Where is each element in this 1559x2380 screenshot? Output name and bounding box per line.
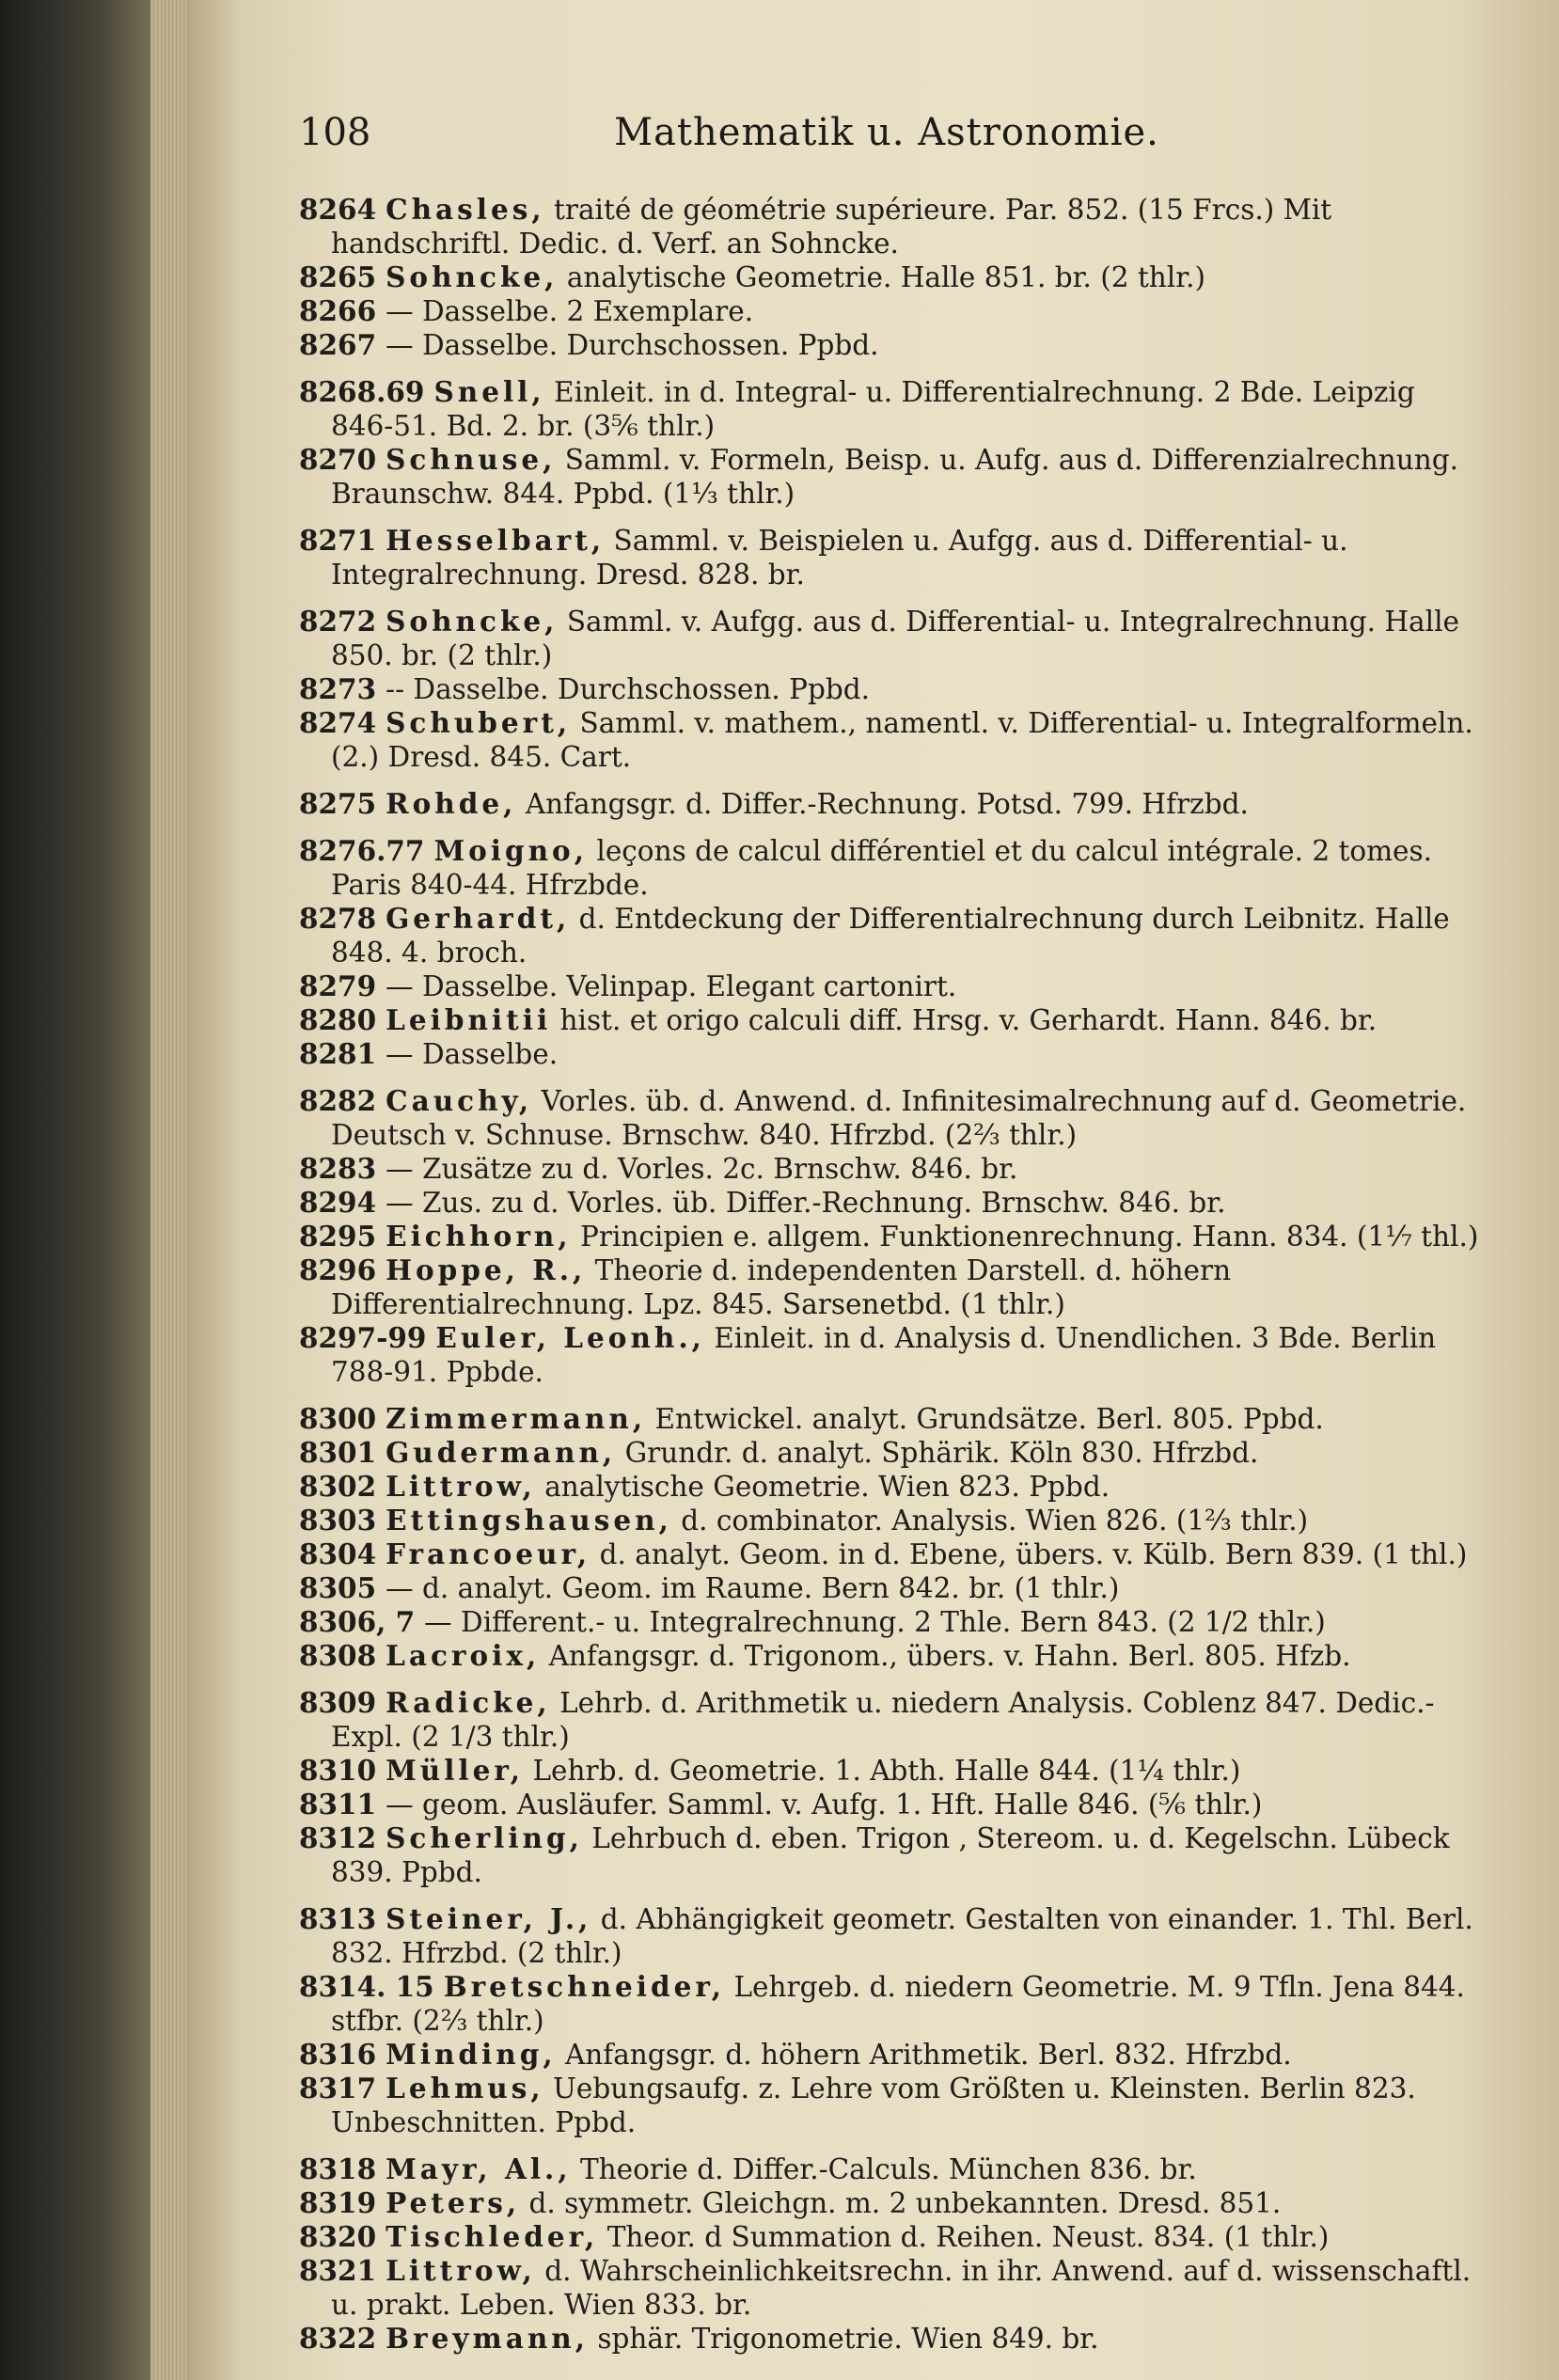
entry-author: Schubert, xyxy=(386,706,572,739)
entry-author: Sohncke, xyxy=(386,260,559,293)
entry-text: Theorie d. Differ.-Calculs. München 836. br. xyxy=(579,2153,1197,2185)
entry-number: 8276.77 xyxy=(299,834,425,867)
entry-text: d. Entdeckung der Differentialrechnung durch Leibnitz. Halle 848. 4. broch. xyxy=(331,903,1450,969)
running-head: Mathematik u. Astronomie. xyxy=(614,111,1159,154)
entry-text: Lehrb. d. Arithmetik u. niedern Analysis. Coblenz 847. Dedic.-Expl. (2 1/3 thlr.) xyxy=(331,1687,1435,1753)
catalog-entry xyxy=(299,1220,1480,1253)
entry-author: Sohncke, xyxy=(386,605,559,638)
entry-text: Theorie d. independenten Darstell. d. höhern Differentialrechnung. Lpz. 845. Sarsenetbd. (1 thlr.) xyxy=(331,1254,1232,1320)
entry-number: 8303 xyxy=(299,1504,377,1537)
entry-number: 8321 xyxy=(299,2254,377,2287)
entry-text: Grundr. d. analyt. Sphärik. Köln 830. Hfrzbd. xyxy=(624,1437,1259,1469)
catalog-entry xyxy=(299,1639,1480,1673)
entry-number: 8268.69 xyxy=(299,375,425,408)
catalog-entry xyxy=(299,328,1480,362)
entry-text: Anfangsgr. d. höhern Arithmetik. Berl. 832. Hfrzbd. xyxy=(565,2039,1292,2071)
entry-number: 8309 xyxy=(299,1686,377,1719)
entry-author: Gerhardt, xyxy=(386,902,571,935)
entry-author: Lacroix, xyxy=(386,1639,541,1672)
entry-number: 8300 xyxy=(299,1402,377,1435)
catalog-entry xyxy=(299,1686,1480,1754)
entry-author: Bretschneider, xyxy=(443,1970,726,2003)
catalog-entry xyxy=(299,1470,1480,1504)
entry-author: Tischleder, xyxy=(386,2220,599,2253)
entry-text: Uebungsaufg. z. Lehre vom Größten u. Kleinsten. Berlin 823. Unbeschnitten. Ppbd. xyxy=(331,2073,1416,2138)
entry-number: 8265 xyxy=(299,260,377,293)
catalog-entry xyxy=(299,294,1480,328)
entry-text: leçons de calcul différentiel et du calcul intégrale. 2 tomes. Paris 840-44. Hfrzbde. xyxy=(331,835,1433,901)
catalog-entry xyxy=(299,902,1480,969)
catalog-entry xyxy=(299,2072,1480,2139)
entry-number: 8302 xyxy=(299,1470,377,1503)
catalog-entry xyxy=(299,2220,1480,2254)
entry-number: 8322 xyxy=(299,2322,377,2355)
entry-number: 8272 xyxy=(299,605,377,638)
entry-author: Leibnitii xyxy=(386,1003,552,1036)
catalog-entry xyxy=(299,1152,1480,1186)
entry-text: — Zusätze zu d. Vorles. 2c. Brnschw. 846. br. xyxy=(386,1153,1018,1185)
entry-author: Littrow, xyxy=(386,2254,536,2287)
catalog-entry xyxy=(299,443,1480,511)
entry-text: d. analyt. Geom. in d. Ebene, übers. v. Külb. Bern 839. (1 thl.) xyxy=(599,1538,1468,1570)
entry-text: Anfangsgr. d. Trigonom., übers. v. Hahn. Berl. 805. Hfzb. xyxy=(548,1640,1351,1672)
entry-number: 8306, 7 xyxy=(299,1605,416,1638)
entry-number: 8294 xyxy=(299,1186,377,1219)
entry-author: Peters, xyxy=(386,2186,521,2219)
entry-author: Hoppe, R., xyxy=(386,1253,587,1286)
entry-text: -- Dasselbe. Durchschossen. Ppbd. xyxy=(386,673,870,705)
catalog-entry xyxy=(299,524,1480,591)
catalog-entry xyxy=(299,2186,1480,2220)
entry-text: Einleit. in d. Analysis d. Unendlichen. 3 Bde. Berlin 788-91. Ppbde. xyxy=(331,1322,1437,1388)
catalog-entry xyxy=(299,2254,1480,2322)
catalog-entry xyxy=(299,2038,1480,2072)
entry-text: Vorles. üb. d. Anwend. d. Infinitesimalrechnung auf d. Geometrie. Deutsch v. Schnuse. Brnschw. 840. Hfrzbd. (2⅔ thlr.) xyxy=(331,1085,1467,1151)
entry-number: 8297-99 xyxy=(299,1321,427,1354)
entry-author: Chasles, xyxy=(386,193,545,226)
entry-number: 8313 xyxy=(299,1902,377,1935)
catalog-entry xyxy=(299,1402,1480,1436)
entry-author: Rohde, xyxy=(386,787,517,820)
catalog-entry xyxy=(299,1084,1480,1152)
entry-number: 8320 xyxy=(299,2220,377,2253)
catalog-entry xyxy=(299,1186,1480,1220)
entry-text: Samml. v. Beispielen u. Aufgg. aus d. Differential- u. Integralrechnung. Dresd. 828. br. xyxy=(331,525,1348,591)
page-header xyxy=(299,111,1474,167)
catalog-entry xyxy=(299,1436,1480,1470)
entry-number: 8319 xyxy=(299,2186,377,2219)
catalog-entry xyxy=(299,1571,1480,1605)
entry-number: 8275 xyxy=(299,787,377,820)
entry-text: d. Abhängigkeit geometr. Gestalten von einander. 1. Thl. Berl. 832. Hfrzbd. (2 thlr.) xyxy=(331,1903,1473,1969)
catalog-entry xyxy=(299,969,1480,1003)
entry-text: — Zus. zu d. Vorles. üb. Differ.-Rechnung. Brnschw. 846. br. xyxy=(386,1187,1226,1219)
entry-text: hist. et origo calculi diff. Hrsg. v. Gerhardt. Hann. 846. br. xyxy=(559,1004,1378,1036)
catalog-entry xyxy=(299,1253,1480,1321)
catalog-entry xyxy=(299,672,1480,706)
entry-author: Cauchy, xyxy=(386,1084,533,1117)
entry-author: Scherling, xyxy=(386,1821,583,1854)
entry-number: 8273 xyxy=(299,672,377,705)
entry-author: Francoeur, xyxy=(386,1537,591,1570)
entry-text: sphär. Trigonometrie. Wien 849. br. xyxy=(597,2323,1099,2355)
entry-number: 8266 xyxy=(299,294,377,327)
entry-text: Lehrb. d. Geometrie. 1. Abth. Halle 844. (1¼ thlr.) xyxy=(532,1755,1241,1787)
catalog-entry xyxy=(299,1902,1480,1970)
catalog-entry xyxy=(299,787,1480,821)
entry-number: 8278 xyxy=(299,902,377,935)
entry-number: 8282 xyxy=(299,1084,377,1117)
entry-author: Littrow, xyxy=(386,1470,536,1503)
entry-author: Hesselbart, xyxy=(386,524,606,557)
entry-text: Lehrgeb. d. niedern Geometrie. M. 9 Tfln. Jena 844. stfbr. (2⅔ thlr.) xyxy=(331,1971,1465,2037)
entry-number: 8281 xyxy=(299,1037,377,1070)
entry-author: Euler, Leonh., xyxy=(435,1321,705,1354)
entry-number: 8304 xyxy=(299,1537,377,1570)
entry-number: 8314. 15 xyxy=(299,1970,434,2003)
catalog-entry xyxy=(299,193,1480,260)
entry-number: 8295 xyxy=(299,1220,377,1253)
entry-author: Gudermann, xyxy=(386,1436,617,1469)
entry-number: 8267 xyxy=(299,328,377,361)
catalog-entry xyxy=(299,1788,1480,1821)
entry-text: — Different.- u. Integralrechnung. 2 Thle. Bern 843. (2 1/2 thlr.) xyxy=(424,1606,1326,1638)
entry-author: Moigno, xyxy=(433,834,588,867)
entry-text: analytische Geometrie. Wien 823. Ppbd. xyxy=(544,1471,1110,1503)
entry-number: 8310 xyxy=(299,1754,377,1787)
catalog-entry xyxy=(299,1003,1480,1037)
entry-number: 8280 xyxy=(299,1003,377,1036)
catalog-entry xyxy=(299,1970,1480,2038)
entry-author: Lehmus, xyxy=(386,2072,544,2104)
entry-text: Anfangsgr. d. Differ.-Rechnung. Potsd. 799. Hfrzbd. xyxy=(525,788,1249,820)
catalog-entry xyxy=(299,2322,1480,2356)
catalog-entry xyxy=(299,375,1480,443)
catalog-entries xyxy=(299,193,1480,2356)
entry-text: Lehrbuch d. eben. Trigon , Stereom. u. d. Kegelschn. Lübeck 839. Ppbd. xyxy=(331,1822,1450,1888)
entry-text: Entwickel. analyt. Grundsätze. Berl. 805. Ppbd. xyxy=(654,1403,1324,1435)
entry-author: Schnuse, xyxy=(386,443,557,476)
catalog-entry xyxy=(299,2152,1480,2186)
entry-number: 8274 xyxy=(299,706,377,739)
catalog-entry xyxy=(299,1537,1480,1571)
entry-author: Mayr, Al., xyxy=(386,2152,572,2185)
entry-text: Theor. d Summation d. Reihen. Neust. 834. (1 thlr.) xyxy=(606,2221,1330,2253)
entry-text: Principien e. allgem. Funktionenrechnung. Hann. 834. (1⅐ thl.) xyxy=(580,1221,1479,1253)
catalog-entry xyxy=(299,605,1480,672)
catalog-entry xyxy=(299,1754,1480,1788)
entry-number: 8296 xyxy=(299,1253,377,1286)
catalog-entry xyxy=(299,1037,1480,1071)
entry-text: Samml. v. Formeln, Beisp. u. Aufg. aus d. Differenzialrechnung. Braunschw. 844. Ppbd. (1⅓ thlr.) xyxy=(331,444,1459,510)
catalog-entry xyxy=(299,1321,1480,1389)
entry-number: 8301 xyxy=(299,1436,377,1469)
entry-author: Eichhorn, xyxy=(386,1220,572,1253)
entry-text: — Dasselbe. Velinpap. Elegant cartonirt. xyxy=(386,970,957,1002)
entry-author: Snell, xyxy=(433,375,545,408)
entry-author: Minding, xyxy=(386,2038,557,2071)
entry-number: 8312 xyxy=(299,1821,377,1854)
entry-number: 8264 xyxy=(299,193,377,226)
entry-text: d. Wahrscheinlichkeitsrechn. in ihr. Anwend. auf d. wissenschaftl. u. prakt. Leben. Wien 833. br. xyxy=(331,2255,1472,2321)
entry-text: — Dasselbe. xyxy=(386,1038,559,1070)
entry-text: — Dasselbe. 2 Exemplare. xyxy=(386,295,754,327)
catalog-entry xyxy=(299,1605,1480,1639)
entry-number: 8317 xyxy=(299,2072,377,2104)
page-number: 108 xyxy=(299,111,371,154)
entry-number: 8271 xyxy=(299,524,377,557)
catalog-entry xyxy=(299,706,1480,774)
catalog-entry xyxy=(299,834,1480,902)
catalog-entry xyxy=(299,1504,1480,1537)
entry-text: d. symmetr. Gleichgn. m. 2 unbekannten. Dresd. 851. xyxy=(528,2187,1282,2219)
entry-text: Einleit. in d. Integral- u. Differentialrechnung. 2 Bde. Leipzig 846-51. Bd. 2. br. (3⅚ thlr.) xyxy=(331,376,1415,442)
entry-text: — Dasselbe. Durchschossen. Ppbd. xyxy=(386,329,879,361)
entry-author: Radicke, xyxy=(386,1686,551,1719)
entry-text: Samml. v. Aufgg. aus d. Differential- u. Integralrechnung. Halle 850. br. (2 thlr.) xyxy=(331,606,1459,671)
entry-author: Steiner, J., xyxy=(386,1902,592,1935)
entry-text: traité de géométrie supérieure. Par. 852. (15 Frcs.) Mit handschriftl. Dedic. d. Verf. an Sohncke. xyxy=(331,194,1332,260)
entry-text: analytische Geometrie. Halle 851. br. (2 thlr.) xyxy=(566,261,1205,293)
entry-number: 8270 xyxy=(299,443,377,476)
entry-number: 8283 xyxy=(299,1152,377,1185)
entry-number: 8279 xyxy=(299,969,377,1002)
entry-author: Zimmermann, xyxy=(386,1402,647,1435)
entry-number: 8318 xyxy=(299,2152,377,2185)
entry-text: — d. analyt. Geom. im Raume. Bern 842. br. (1 thlr.) xyxy=(386,1572,1120,1604)
entry-text: d. combinator. Analysis. Wien 826. (1⅔ thlr.) xyxy=(681,1505,1309,1537)
entry-number: 8311 xyxy=(299,1788,377,1820)
entry-author: Breymann, xyxy=(386,2322,589,2355)
catalog-entry xyxy=(299,1821,1480,1889)
entry-number: 8305 xyxy=(299,1571,377,1604)
catalog-entry xyxy=(299,260,1480,294)
entry-text: Samml. v. mathem., namentl. v. Differential- u. Integralformeln. (2.) Dresd. 845. Cart. xyxy=(331,707,1473,773)
entry-author: Müller, xyxy=(386,1754,525,1787)
entry-number: 8316 xyxy=(299,2038,377,2071)
entry-number: 8308 xyxy=(299,1639,377,1672)
entry-text: — geom. Ausläufer. Samml. v. Aufg. 1. Hft. Halle 846. (⅚ thlr.) xyxy=(386,1789,1263,1820)
entry-author: Ettingshausen, xyxy=(386,1504,672,1537)
